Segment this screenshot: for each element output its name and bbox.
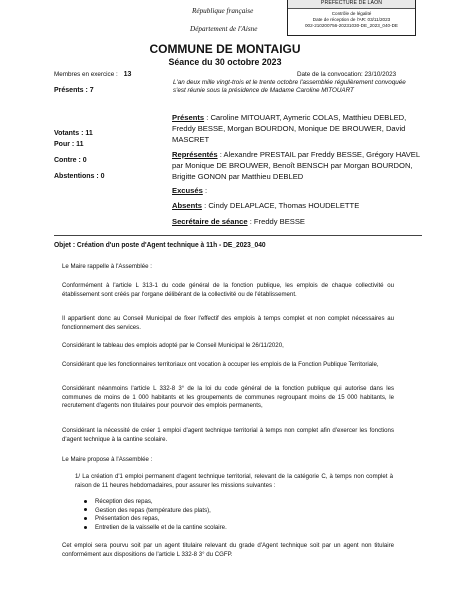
excuses-label: Excusés	[172, 186, 203, 195]
paragraph-creation: 1/ La création d'1 emploi permanent d'agent technique territorial, relevant de la catégorie C, à temps non complet à raison de 11 heures hebdomadaires, pour assurer les missions suivantes :	[75, 473, 393, 489]
preamble-text: L'an deux mille vingt-trois et le trente octobre l'assemblée régulièrement convoquée s'est réunie sous la présidence de Madame Caroline MITOUART	[173, 79, 406, 95]
stat-contre: Contre : 0	[54, 157, 87, 164]
paragraph-propose: Le Maire propose à l'Assemblée :	[62, 456, 153, 463]
paragraph-pourvu: Cet emploi sera pourvu soit par un agent titulaire relevant du grade d'Agent technique soit par un agent non titulaire conformément aux dispositions de l'article L 332-8 3° du CGFP.	[62, 542, 394, 558]
missions-list	[84, 498, 384, 532]
stat-votants: Votants : 11	[54, 130, 93, 137]
presents-label: Présents	[172, 113, 205, 122]
list-item: Réception des repas,	[84, 498, 384, 507]
stat-abstentions: Abstentions : 0	[54, 173, 105, 180]
representes-section	[172, 149, 420, 182]
absents-section	[172, 200, 420, 211]
representes-text: : Alexandre PRESTAIL par Freddy BESSE, Grégory HAVEL par Monique DE BROUWER, Benoît BENSCH par Morgan BOURDON, Brigitte GONON par Matthieu DEBLED	[172, 150, 420, 181]
secretaire-label: Secrétaire de séance	[172, 217, 248, 226]
presents-text: : Caroline MITOUART, Aymeric COLAS, Matthieu DEBLED, Freddy BESSE, Morgan BOURDON, Monique DE BROUWER, David MASCRET	[172, 113, 407, 144]
absents-text: : Cindy DELAPLACE, Thomas HOUDELETTE	[204, 201, 360, 210]
stamp-controle: Contrôle de légalité	[331, 11, 372, 16]
commune-title: COMMUNE DE MONTAIGU	[149, 42, 301, 56]
membres-label: Membres en exercice :	[54, 71, 118, 78]
stamp-ref: 002-210200756-20231030-DE_2023_040-DE	[305, 23, 398, 28]
stamp-date: Date de réception de l'AR: 03/11/2023	[312, 17, 391, 22]
list-item: Gestion des repas (température des plats),	[84, 507, 384, 516]
objet-title: Objet : Création d'un poste d'Agent technique à 11h - DE_2023_040	[54, 240, 266, 249]
paragraph-rappel: Le Maire rappelle à l'Assemblée :	[62, 263, 152, 270]
excuses-text: :	[204, 186, 208, 195]
paragraph-article: Conformément à l'article L 313-1 du code général de la fonction publique, les emplois de chaque collectivité ou établissement sont créés par l'organe délibérant de la collectivité ou de l'établissement.	[62, 282, 394, 298]
departement-label: Département de l'Aisne	[190, 25, 258, 33]
excuses-section	[172, 185, 420, 196]
representes-label: Représentés	[172, 150, 218, 159]
list-item: Entretien de la vaisselle et de la cantine scolaire.	[84, 524, 384, 533]
paragraph-tableau: Considérant le tableau des emplois adopté par le Conseil Municipal le 26/11/2020,	[62, 342, 284, 349]
paragraph-necessite: Considérant la nécessité de créer 1 emploi d'agent technique territorial à temps non complet afin d'exercer les fonctions d'agent technique à la cantine scolaire.	[62, 427, 394, 443]
secretaire-section	[172, 216, 420, 227]
stamp-prefecture: PREFECTURE DE LAON	[288, 0, 415, 9]
stat-pour: Pour : 11	[54, 141, 84, 148]
paragraph-article-332: Considérant néanmoins l'article L 332-8 3° de la loi du code général de la fonction publique qui autorise dans les communes de moins de 1 000 habitants et les groupements de communes regroupant moins de 15 000 habitants, le recrutement d'agents non titulaires pour pourvoir des emplois permanents,	[62, 385, 394, 410]
separator-line	[54, 235, 422, 236]
list-item: Présentation des repas,	[84, 515, 384, 524]
absents-label: Absents	[172, 201, 202, 210]
membres-value: 13	[123, 71, 132, 78]
republique-label: République française	[192, 7, 254, 15]
seance-title: Séance du 30 octobre 2023	[168, 57, 282, 67]
convocation-date: Date de la convocation: 23/10/2023	[297, 71, 397, 78]
membres-en-exercice	[54, 71, 169, 78]
paragraph-conseil: Il appartient donc au Conseil Municipal de fixer l'effectif des emplois à temps complet et non complet nécessaires au fonctionnement des services.	[62, 315, 394, 331]
secretaire-text: : Freddy BESSE	[249, 217, 305, 226]
paragraph-fonctionnaires: Considérant que les fonctionnaires territoriaux ont vocation à occuper les emplois de la Fonction Publique Territoriale,	[62, 361, 379, 368]
presents-section	[172, 112, 420, 145]
stat-presents: Présents : 7	[54, 87, 94, 94]
prefecture-stamp	[287, 0, 416, 36]
